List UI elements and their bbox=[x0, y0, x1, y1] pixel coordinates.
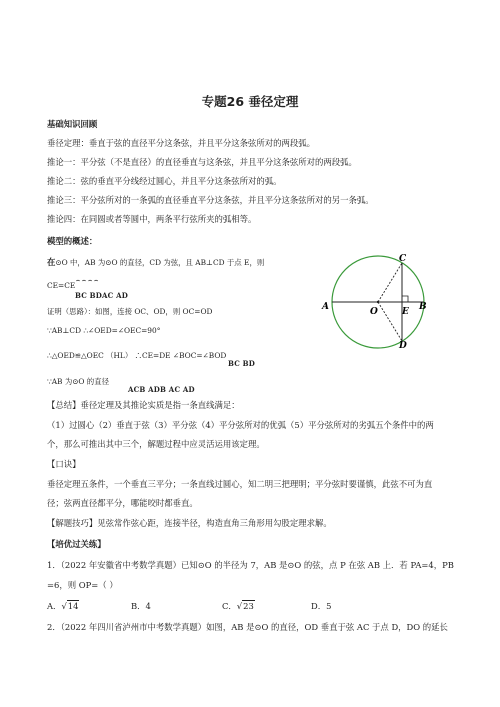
summary-text: 垂径定理及其推论实质是指一条直线满足： bbox=[80, 400, 240, 410]
summary-line-2: （1）过圆心（2）垂直于弦（3）平分弦（4）平分弦所对的优弧（5）平分弦所对的劣弧五个条件中的两 bbox=[47, 420, 434, 430]
rhyme-heading: 【口诀】 bbox=[47, 459, 81, 469]
model-statement bbox=[47, 257, 264, 268]
label-o: O bbox=[370, 307, 378, 317]
ce-equation: CE=CE bbox=[47, 281, 76, 290]
tip-text: 见弦常作弦心距，连接半径，构造直角三角形用勾股定理求解。 bbox=[97, 518, 332, 528]
label-a: A bbox=[322, 302, 329, 312]
corollary-4: 推论四：在同圆或者等圆中，两条平行弦所夹的弧相等。 bbox=[47, 214, 257, 224]
arc-labels-2: BC BD bbox=[228, 359, 256, 368]
arc-labels-3: ACB ADB AC AD bbox=[128, 385, 195, 394]
rhyme-line-2: 径；弦两直径都平分，哪能咬时都垂直。 bbox=[47, 498, 198, 508]
proof-text: 证明（思路）：如图，连接 OC、OD，则 OC=OD bbox=[47, 307, 213, 316]
label-e: E bbox=[402, 307, 409, 317]
question-2-line-1: 2．（2022 年四川省泸州市中考数学真题）如图，AB 是⊙O 的直径，OD 垂直于弦 AC 于点 D，DO 的延长 bbox=[47, 622, 448, 632]
tip-head: 【解题技巧】 bbox=[47, 518, 98, 528]
section-practice-heading: 【培优过关练】 bbox=[47, 539, 106, 549]
label-b: B bbox=[419, 302, 427, 312]
given-text: ∵AB⊥CD ∴∠OED=∠OEC=90° bbox=[47, 326, 161, 335]
diameter-text: ∵AB 为⊙O 的直径 bbox=[47, 377, 109, 386]
rhyme-line-1: 垂径定理五条件，一个垂直三平分；一条直线过圆心，知二明三把理明；平分弦时要谨慎，此弦不可为直 bbox=[47, 479, 433, 489]
question-1-line-1: 1．（2022 年安徽省中考数学真题）已知⊙O 的半径为 7，AB 是⊙O 的弦，点 P 在弦 AB 上．若 PA=4，PB bbox=[47, 560, 454, 570]
page-title: 专题26 垂径定理 bbox=[201, 94, 299, 109]
radius-od bbox=[378, 302, 402, 341]
option-c-label: C． bbox=[222, 601, 237, 611]
circle-figure bbox=[318, 248, 436, 350]
question-1-line-2: =6，则 OP=（ ） bbox=[47, 580, 118, 590]
option-b[interactable]: B．4 bbox=[131, 601, 151, 611]
corollary-2: 推论二：弦的垂直平分线经过圆心，并且平分这条弦所对的弧。 bbox=[47, 176, 282, 186]
option-c[interactable]: C．√23 bbox=[222, 601, 254, 611]
option-c-value: 23 bbox=[243, 601, 254, 611]
model-prefix: 在 bbox=[47, 257, 56, 267]
summary-line-3: 个，那么可推出其中三个，解题过程中应灵活运用该定理。 bbox=[47, 439, 265, 449]
summary-line-1 bbox=[47, 400, 240, 411]
label-d: D bbox=[399, 341, 407, 350]
radius-oc bbox=[378, 263, 402, 302]
summary-head: 【总结】 bbox=[47, 400, 81, 410]
tip-line bbox=[47, 518, 332, 529]
option-a[interactable]: A．√14 bbox=[47, 601, 79, 611]
arc-marks-1: ⌢ ⌢ ⌢ ⌢ bbox=[76, 277, 99, 284]
model-text: ⊙O 中，AB 为⊙O 的直径，CD 为弦，且 AB⊥CD 于点 E，则 bbox=[55, 258, 265, 267]
arc-labels-1: BC BDAC AD bbox=[75, 291, 128, 300]
theorem-text: 垂径定理：垂直于弦的直径平分这条弦，并且平分这条弦所对的两段弧。 bbox=[47, 138, 315, 148]
option-a-label: A． bbox=[47, 601, 62, 611]
corollary-3: 推论三：平分弦所对的一条弧的直径垂直平分这条弦，并且平分这条弦所对的另一条弧。 bbox=[47, 195, 374, 205]
option-a-value: 14 bbox=[67, 601, 79, 611]
section-model-heading: 模型的概述： bbox=[47, 236, 98, 246]
label-c: C bbox=[399, 254, 407, 264]
option-d[interactable]: D．5 bbox=[311, 601, 332, 611]
corollary-1: 推论一：平分弦（不是直径）的直径垂直与这条弦，并且平分这条弦所对的两段弧。 bbox=[47, 157, 357, 167]
congruent-text: ∴△OED≌△OEC （HL） ∴CE=DE ∠BOC=∠BOD bbox=[47, 351, 227, 360]
section-basic-heading: 基础知识回顾 bbox=[47, 119, 98, 129]
center-point bbox=[377, 301, 379, 303]
right-angle-mark bbox=[402, 296, 408, 302]
